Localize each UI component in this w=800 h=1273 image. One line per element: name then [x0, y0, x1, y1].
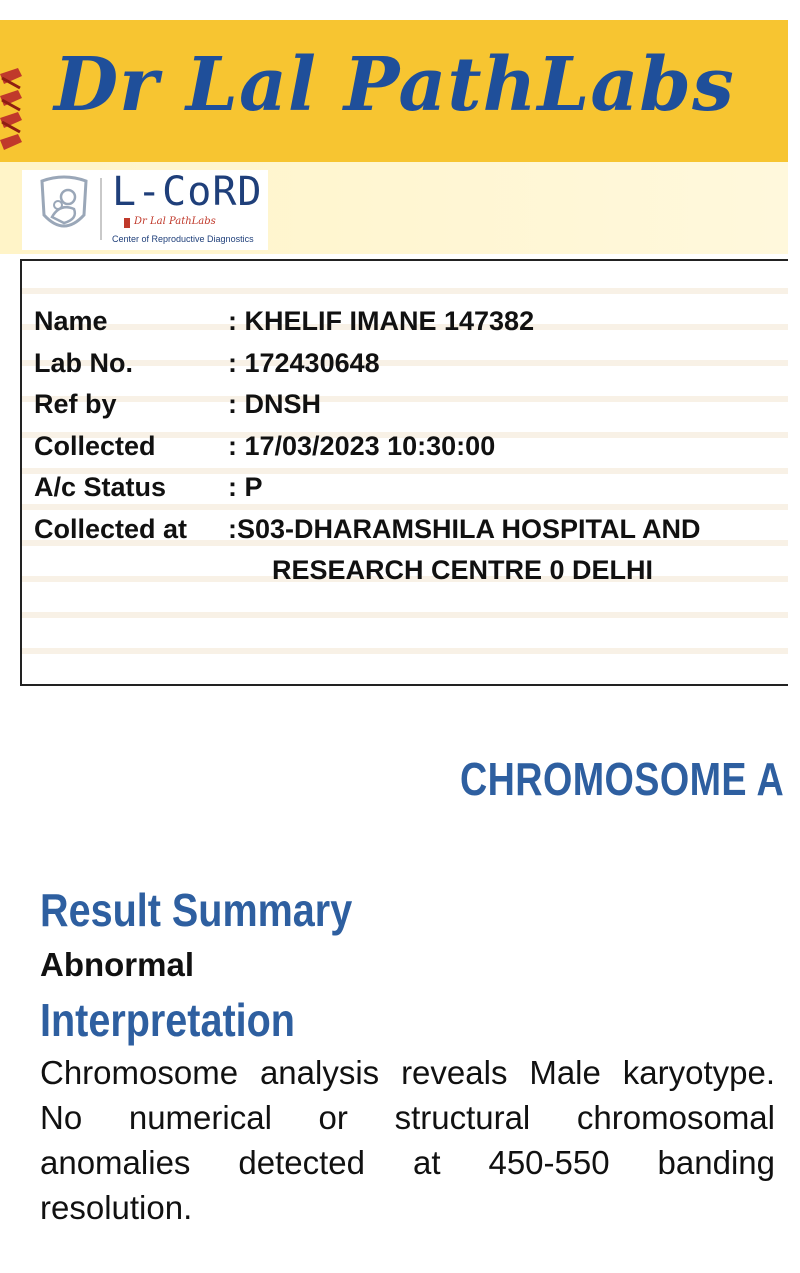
info-value: : 172430648: [228, 347, 380, 378]
info-row-ref-by: [34, 388, 788, 430]
lcord-tagline: Center of Reproductive Diagnostics: [112, 234, 254, 244]
info-row-lab-no: [34, 347, 788, 389]
patient-info-box: [20, 259, 788, 686]
info-value: : KHELIF IMANE 147382: [228, 306, 535, 336]
info-label: Collected at: [34, 513, 188, 544]
info-value: : DNSH: [228, 389, 321, 419]
info-value: : 17/03/2023 10:30:00: [228, 430, 496, 461]
info-value: RESEARCH CENTRE 0 DELHI: [272, 555, 654, 585]
info-value: :S03-DHARAMSHILA HOSPITAL AND: [228, 513, 701, 544]
info-row-collected-at-continued: [34, 554, 788, 596]
info-label: Ref by: [34, 389, 117, 419]
result-summary-value: Abnormal: [40, 946, 195, 983]
info-row-collected: [34, 430, 788, 472]
info-label: A/c Status: [34, 472, 167, 502]
info-row-name: [34, 305, 788, 347]
interpretation-heading: Interpretation: [40, 994, 295, 1046]
header-banner: [0, 20, 788, 162]
report-section-title: CHROMOSOME A: [460, 753, 785, 805]
info-value: : P: [228, 472, 263, 502]
lcord-sub-brand: Dr Lal PathLabs: [134, 216, 216, 227]
dna-helix-icon: [0, 66, 24, 156]
mother-child-emblem-icon: [34, 175, 94, 239]
result-summary-heading: Result Summary: [40, 884, 353, 936]
info-row-ac-status: [34, 471, 788, 513]
info-label: Collected: [34, 430, 156, 461]
lcord-title: L-CoRD: [112, 169, 263, 215]
interpretation-text: Chromosome analysis reveals Male karyotype. No numerical or structural chromosomal anomalies detected at 450-550 banding resolution.: [40, 1054, 775, 1226]
logo-divider: [100, 178, 102, 240]
patient-info-rows: [34, 305, 788, 596]
info-row-collected-at: [34, 513, 788, 555]
brand-mark-icon: [124, 218, 130, 228]
brand-logo-text: Dr Lal PathLabs: [54, 42, 735, 128]
info-label: Name: [34, 306, 108, 336]
info-label: Lab No.: [34, 347, 133, 378]
